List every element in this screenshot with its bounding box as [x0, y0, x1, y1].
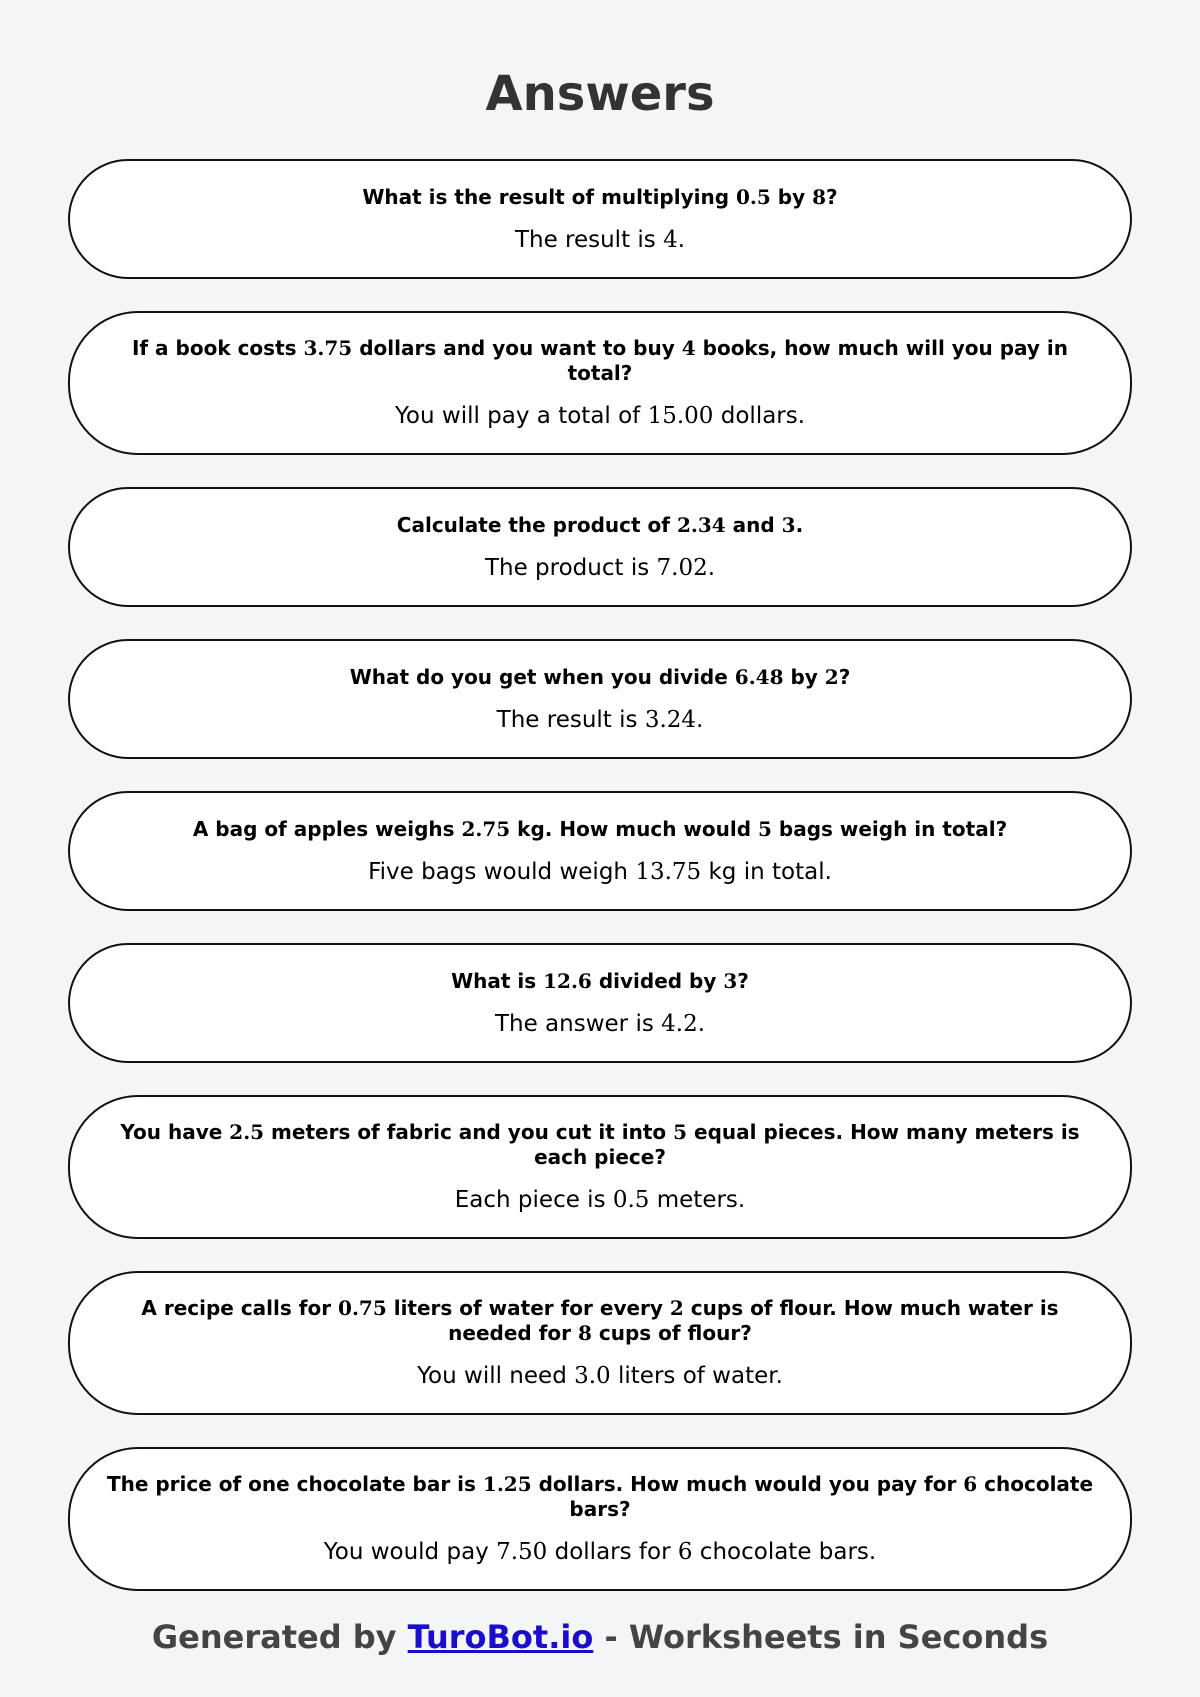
math-number: 0.5: [736, 184, 771, 209]
math-number: 7.50: [496, 1539, 548, 1565]
math-number: 2.5: [229, 1120, 265, 1144]
footer-suffix: - Worksheets in Seconds: [593, 1618, 1049, 1656]
math-number: 2: [824, 664, 839, 689]
answer-card: [68, 159, 1132, 279]
footer-prefix: Generated by: [151, 1618, 408, 1656]
math-number: 3.0: [574, 1363, 611, 1389]
answer-text: You will pay a total of 15.00 dollars.: [394, 403, 806, 429]
answer-list: [68, 159, 1132, 1623]
answer-card: [68, 1447, 1132, 1591]
math-number: 4: [663, 226, 678, 253]
answer-card: [68, 639, 1132, 759]
math-number: 6.48: [734, 664, 784, 689]
math-number: 4.2: [661, 1010, 698, 1037]
answer-text: Each piece is 0.5 meters.: [454, 1187, 746, 1213]
answer-text: You would pay 7.50 dollars for 6 chocolate bars.: [323, 1539, 877, 1565]
question-text: What do you get when you divide 6.48 by 2?: [349, 664, 851, 689]
math-number: 6: [963, 1472, 978, 1496]
math-number: 13.75: [635, 858, 702, 885]
page-title: Answers: [485, 66, 715, 122]
answer-card: [68, 1095, 1132, 1239]
math-number: 3.24: [644, 706, 697, 733]
math-number: 3: [781, 512, 796, 537]
answer-text: The result is 3.24.: [496, 706, 704, 733]
math-number: 1.25: [482, 1472, 532, 1496]
math-number: 4: [681, 336, 696, 360]
question-text: The price of one chocolate bar is 1.25 dollars. How much would you pay for 6 chocolate bars?: [106, 1472, 1094, 1521]
math-number: 5: [758, 816, 772, 841]
answer-card: [68, 791, 1132, 911]
answer-text: Five bags would weigh 13.75 kg in total.: [368, 858, 832, 885]
math-number: 15.00: [647, 403, 714, 429]
math-number: 3.75: [303, 336, 353, 360]
answer-text: You will need 3.0 liters of water.: [417, 1363, 783, 1389]
answer-text: The result is 4.: [514, 226, 686, 253]
math-number: 2.75: [461, 816, 511, 841]
question-text: A recipe calls for 0.75 liters of water for every 2 cups of flour. How much water is needed for 8 cups of flour?: [141, 1296, 1059, 1345]
question-text: What is the result of multiplying 0.5 by 8?: [362, 184, 838, 209]
math-number: 7.02: [656, 554, 708, 581]
answer-text: The product is 7.02.: [484, 554, 716, 581]
math-number: 2.34: [676, 512, 726, 537]
math-number: 2: [669, 1296, 684, 1320]
answer-text: The answer is 4.2.: [494, 1010, 706, 1037]
math-number: 5: [673, 1120, 688, 1144]
math-number: 0.75: [338, 1296, 387, 1320]
question-text: A bag of apples weighs 2.75 kg. How much would 5 bags weigh in total?: [192, 816, 1008, 841]
answer-card: [68, 943, 1132, 1063]
math-number: 3: [723, 968, 738, 993]
question-text: If a book costs 3.75 dollars and you want to buy 4 books, how much will you pay in total?: [131, 336, 1069, 385]
answer-card: [68, 311, 1132, 455]
footer: [0, 1617, 1200, 1657]
question-text: Calculate the product of 2.34 and 3.: [396, 512, 804, 537]
answer-card: [68, 1271, 1132, 1415]
math-number: 6: [677, 1539, 693, 1565]
turobot-link[interactable]: TuroBot.io: [407, 1618, 594, 1656]
question-text: What is 12.6 divided by 3?: [451, 968, 749, 993]
answer-card: [68, 487, 1132, 607]
question-text: You have 2.5 meters of fabric and you cut it into 5 equal pieces. How many meters is each piece?: [120, 1120, 1080, 1169]
math-number: 8: [577, 1321, 592, 1345]
math-number: 12.6: [543, 968, 592, 993]
math-number: 0.5: [612, 1187, 650, 1213]
math-number: 8: [812, 184, 827, 209]
